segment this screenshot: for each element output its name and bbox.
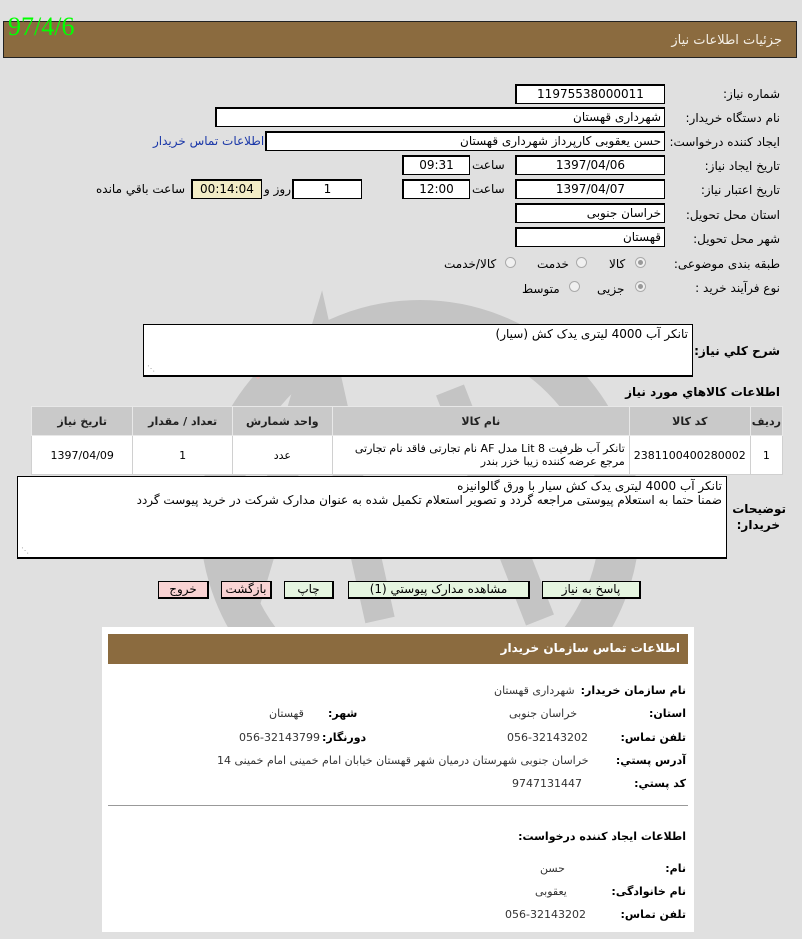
created-date-label: تاریخ ایجاد نیاز: [704,159,780,173]
buyer-org-label: نام دستگاه خریدار: [685,111,780,125]
contact-phone-value: 056-32143202 [507,731,588,744]
creator-section-title: اطلاعات ایجاد کننده درخواست: [518,830,686,843]
summary-text: تانکر آب 4000 لیتری یدک کش (سیار) [495,327,688,341]
validity-date-field: 1397/04/07 [515,179,665,199]
table-row [32,436,783,475]
buyer-notes-textarea[interactable] [17,476,727,559]
cell-qty: 1 [133,436,232,475]
back-button[interactable]: بازگشت [221,581,272,599]
creator-family-label: نام خانوادگی: [611,885,686,898]
city-field: قهستان [515,227,665,247]
contact-province-label: استان: [649,707,686,720]
requester-field: حسن یعقوبی کارپرداز شهرداری قهستان [265,131,665,151]
col-code: کد کالا [629,407,750,436]
city-label: شهر محل تحویل: [693,232,780,246]
contact-postal-label: کد پستي: [634,777,686,790]
buyer-notes-line-1: تانکر آب 4000 لیتری یدک کش سیار با ورق گالوانیزه [457,479,722,493]
page-header [3,21,797,58]
buyer-notes-label-1: توضیحات [732,502,786,516]
buyer-notes-label-2: خریدار: [736,518,780,532]
province-field: خراسان جنوبی [515,203,665,223]
creator-name-label: نام: [665,862,686,875]
resize-grip-icon[interactable]: ⋰ [21,546,29,555]
view-attachments-button[interactable]: مشاهده مدارک پیوستي (1) [348,581,530,599]
reply-button[interactable]: پاسخ به نیاز [542,581,641,599]
radio-category-service[interactable] [576,257,587,268]
radio-category-service-label: خدمت [537,257,569,271]
contact-city-label: شهر: [328,707,358,720]
creator-phone-label: تلفن تماس: [620,908,686,921]
buyer-contact-link[interactable]: اطلاعات تماس خریدار [153,134,265,148]
radio-category-both[interactable] [505,257,516,268]
col-index: ردیف [750,407,782,436]
contact-phone-label: تلفن تماس: [620,731,686,744]
print-button[interactable]: چاپ [284,581,334,599]
radio-category-goods[interactable] [635,257,646,268]
need-number-label: شماره نیاز: [723,87,780,101]
contact-postal-value: 9747131447 [512,777,582,790]
radio-process-medium[interactable] [569,281,580,292]
created-time-label: ساعت [472,158,505,172]
province-label: استان محل تحویل: [685,208,780,222]
cell-name: تانکر آب ظرفیت Lit 8 مدل AF نام تجارتی فاقد نام تجارتی مرجع عرضه کننده زیبا خزر بندر [332,436,629,475]
col-qty: تعداد / مقدار [133,407,232,436]
remaining-time-field: 00:14:04 [191,179,262,199]
cell-unit: عدد [232,436,332,475]
date-stamp: 97/4/6 [8,12,75,41]
buyer-notes-line-2: ضمنا حتما به استعلام پیوستی مراجعه گردد و تصویر استعلام تکمیل شده به عنوان مدارک شرکت در خرید پیوست گردد [136,493,722,507]
requester-label: ایجاد کننده درخواست: [669,135,780,149]
creator-family-value: یعقوبی [535,885,567,898]
radio-process-minor[interactable] [635,281,646,292]
contact-org-label: نام سازمان خریدار: [580,684,686,697]
divider [108,805,688,806]
created-date-field: 1397/04/06 [515,155,665,175]
need-number-field: 11975538000011 [515,84,665,104]
creator-name-value: حسن [540,862,565,875]
contact-card-title: اطلاعات تماس سازمان خریدار [500,641,680,655]
days-label: روز و [264,182,291,196]
table-header-row [32,407,783,436]
cell-code: 2381100400280002 [629,436,750,475]
radio-process-medium-label: متوسط [522,282,560,296]
col-name: نام کالا [332,407,629,436]
validity-date-label: تاریخ اعتبار نیاز: [700,183,780,197]
remaining-days-field: 1 [292,179,362,199]
radio-process-minor-label: جزیی [597,282,625,296]
buyer-contact-card [102,627,694,932]
summary-label: شرح کلي نیاز: [694,344,780,358]
cell-date: 1397/04/09 [32,436,133,475]
contact-fax-label: دورنگار: [322,731,367,744]
validity-time-field: 12:00 [402,179,470,199]
created-time-field: 09:31 [402,155,470,175]
cell-index: 1 [750,436,782,475]
validity-time-label: ساعت [472,182,505,196]
radio-category-goods-label: کالا [609,257,626,271]
items-section-title: اطلاعات کالاهاي مورد نیاز [625,385,780,399]
contact-fax-value: 056-32143799 [239,731,320,744]
contact-address-value: خراسان جنوبی شهرستان درمیان شهر قهستان خیابان امام خمینی امام خمینی 14 [217,754,589,767]
col-unit: واحد شمارش [232,407,332,436]
contact-org-value: شهرداری قهستان [494,684,575,697]
contact-card-header [108,634,688,664]
creator-phone-value: 056-32143202 [505,908,586,921]
col-date: تاریخ نیاز [32,407,133,436]
items-table [31,406,783,475]
buyer-org-field: شهرداری قهستان [215,107,665,127]
contact-city-value: قهستان [269,707,304,720]
contact-province-value: خراسان جنوبی [509,707,578,720]
exit-button[interactable]: خروج [158,581,209,599]
resize-grip-icon[interactable]: ⋰ [147,364,155,373]
summary-textarea[interactable] [143,324,693,377]
page-title: جزئیات اطلاعات نیاز [671,33,782,48]
category-label: طبقه بندی موضوعی: [673,257,780,271]
process-label: نوع فرآیند خرید : [695,281,780,295]
remaining-label: ساعت باقي مانده [96,182,186,196]
radio-category-both-label: کالا/خدمت [444,257,497,271]
contact-address-label: آدرس پستي: [615,754,686,767]
